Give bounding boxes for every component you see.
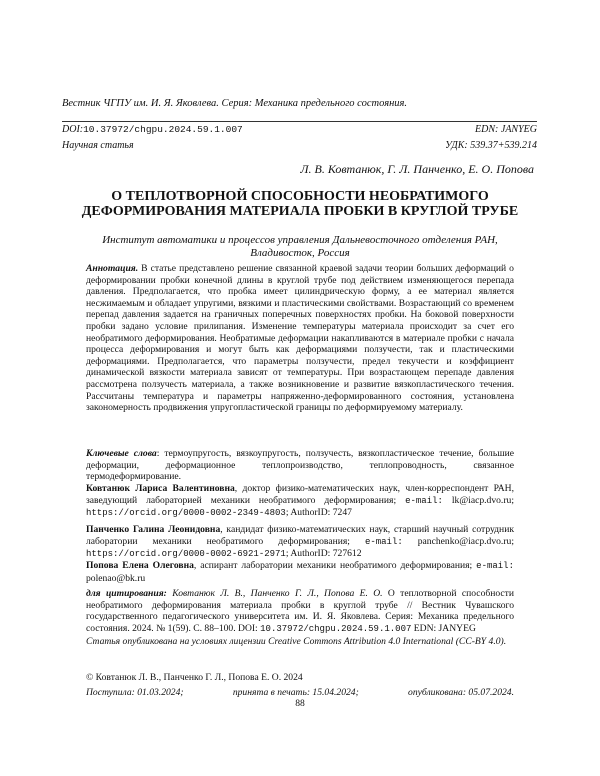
citation-doi-link[interactable]: 10.37972/chgpu.2024.59.1.007 xyxy=(260,623,412,634)
authors-line: Л. В. Ковтанюк, Г. Л. Панченко, Е. О. Попова xyxy=(300,162,534,176)
article-title: О ТЕПЛОТВОРНОЙ СПОСОБНОСТИ НЕОБРАТИМОГО ДЕФОРМИРОВАНИЯ МАТЕРИАЛА ПРОБКИ В КРУГЛОЙ ТРУБЕ xyxy=(81,189,519,219)
author-name: Попова Елена Олеговна xyxy=(86,560,194,571)
author-id: ; AuthorID: 727612 xyxy=(285,548,362,560)
citation xyxy=(86,588,514,635)
date-accepted: принята в печать: 15.04.2024; xyxy=(232,687,359,698)
page-number: 88 xyxy=(295,698,305,709)
abstract-label: Аннотация. xyxy=(86,263,139,274)
copyright: © Ковтанюк Л. В., Панченко Г. Л., Попова Е. О. 2024 xyxy=(86,672,303,683)
author-details: , доктор физико-математических наук, член-корреспондент РАН, заведующий лабораторией механики необратимого деформирования; xyxy=(86,483,514,506)
keywords-text: : термоупругость, вязкоупругость, ползучесть, вязкопластическое течение, большие деформации, деформационное теплопроизводство, теплопроводность, связанное термодеформирование. xyxy=(86,448,514,483)
journal-header: Вестник ЧГПУ им. И. Я. Яковлева. Серия: Механика предельного состояния. xyxy=(62,98,408,109)
email-label: e-mail: xyxy=(405,495,443,506)
orcid-link[interactable]: https://orcid.org/0000-0002-6921-2971 xyxy=(86,549,286,560)
author-info-2: Панченко Галина Леонидовна, кандидат физико-математических наук, старший научный сотрудник лаборатории механики необратимого деформирования; e-mail: panchenko@iacp.dvo.ru; https://orcid.org/0000-0002-6921-2971; AuthorID: 727612 xyxy=(86,524,514,560)
keywords xyxy=(86,448,514,483)
date-published: опубликована: 05.07.2024. xyxy=(408,687,514,698)
citation-label: для цитирования: xyxy=(86,588,167,599)
edn-label: EDN: JANYEG xyxy=(475,124,537,135)
article-type: Научная статья xyxy=(62,140,134,151)
keywords-label: Ключевые слова xyxy=(86,448,157,459)
orcid-link[interactable]: https://orcid.org/0000-0002-2349-4803 xyxy=(86,508,286,519)
date-received: Поступила: 01.03.2024; xyxy=(86,687,184,698)
citation-authors: Ковтанюк Л. В., Панченко Г. Л., Попова Е. О. xyxy=(172,588,383,599)
author-details: , кандидат физико-математических наук, старший научный сотрудник лаборатории механики необратимого деформирования; xyxy=(86,524,514,547)
author-info-3 xyxy=(86,560,514,584)
author-details: , аспирант лаборатории механики необратимого деформирования; xyxy=(193,560,473,571)
doi-link[interactable]: 10.37972/chgpu.2024.59.1.007 xyxy=(83,124,243,135)
email-link[interactable]: panchenko@iacp.dvo.ru xyxy=(417,535,512,547)
dates xyxy=(86,687,514,698)
doi-line xyxy=(62,124,243,135)
author-name: Ковтанюк Лариса Валентиновна xyxy=(86,483,235,494)
citation-edn: EDN: JANYEG xyxy=(413,622,476,634)
author-id: ; AuthorID: 7247 xyxy=(285,507,352,519)
email-label: e-mail: xyxy=(364,536,403,547)
abstract xyxy=(86,263,514,414)
abstract-text: В статье представлено решение связанной краевой задачи теории больших деформаций о деформировании пробки конечной длины в круглой трубе под действием изменяющегося перепада давления. Предполагается, что пробка имеет цилиндрическую форму, а ее материал является несжимаемым и обладает упругими, вязкими и пластическими свойствами. Возрастающий со временем перепад давления задается на граничных поперечных поверхностях пробки. На боковой поверхности пробки задано условие прилипания. Изменение температуры материала происходит за счет его необратимого деформирования. Необратимые деформации накапливаются в материале пробки с начала процесса деформирования и могут быть как деформациями ползучести, так и пластическими деформациями. Предполагается, что параметры ползучести, предел текучести и коэффициент динамической вязкости материала зависят от температуры. При возрастающем перепаде давления рассмотрена ползучесть материала, а также возникновение и развитие вязкопластического течения. Рассчитаны температура и параметры напряженно-деформированного состояния, установлена закономерность продвижения упругопластической границы по деформируемому материалу. xyxy=(86,263,514,414)
email-link[interactable]: lk@iacp.dvo.ru xyxy=(451,494,512,506)
license: Статья опубликована на условиях лицензии Creative Commons Attribution 4.0 International (CC-BY 4.0). xyxy=(86,636,507,647)
author-name: Панченко Галина Леонидовна xyxy=(86,524,221,535)
top-rule xyxy=(62,121,537,122)
doi-label: DOI: xyxy=(62,124,84,135)
author-info-1: Ковтанюк Лариса Валентиновна, доктор физико-математических наук, член-корреспондент РАН, заведующий лабораторией механики необратимого деформирования; e-mail: lk@iacp.dvo.ru; https://orcid.org/0000-0002-2349-4803; AuthorID: 7247 xyxy=(86,483,514,519)
email-link[interactable]: polenao@bk.ru xyxy=(86,572,146,584)
citation-text: О теплотворной способности необратимого деформирования материала пробки в круглой трубе // Вестник Чувашского государственного педагогического университета им. И. Я. Яковлева. Серия: Механика предельного состояния. 2024. № 1(59). С. 88–100. DOI: xyxy=(86,588,514,634)
udk-label: УДК: 539.37+539.214 xyxy=(445,140,537,151)
institute: Институт автоматики и процессов управления Дальневосточного отделения РАН, Владивосток, Россия xyxy=(102,234,498,259)
email-label: e-mail: xyxy=(476,561,514,571)
